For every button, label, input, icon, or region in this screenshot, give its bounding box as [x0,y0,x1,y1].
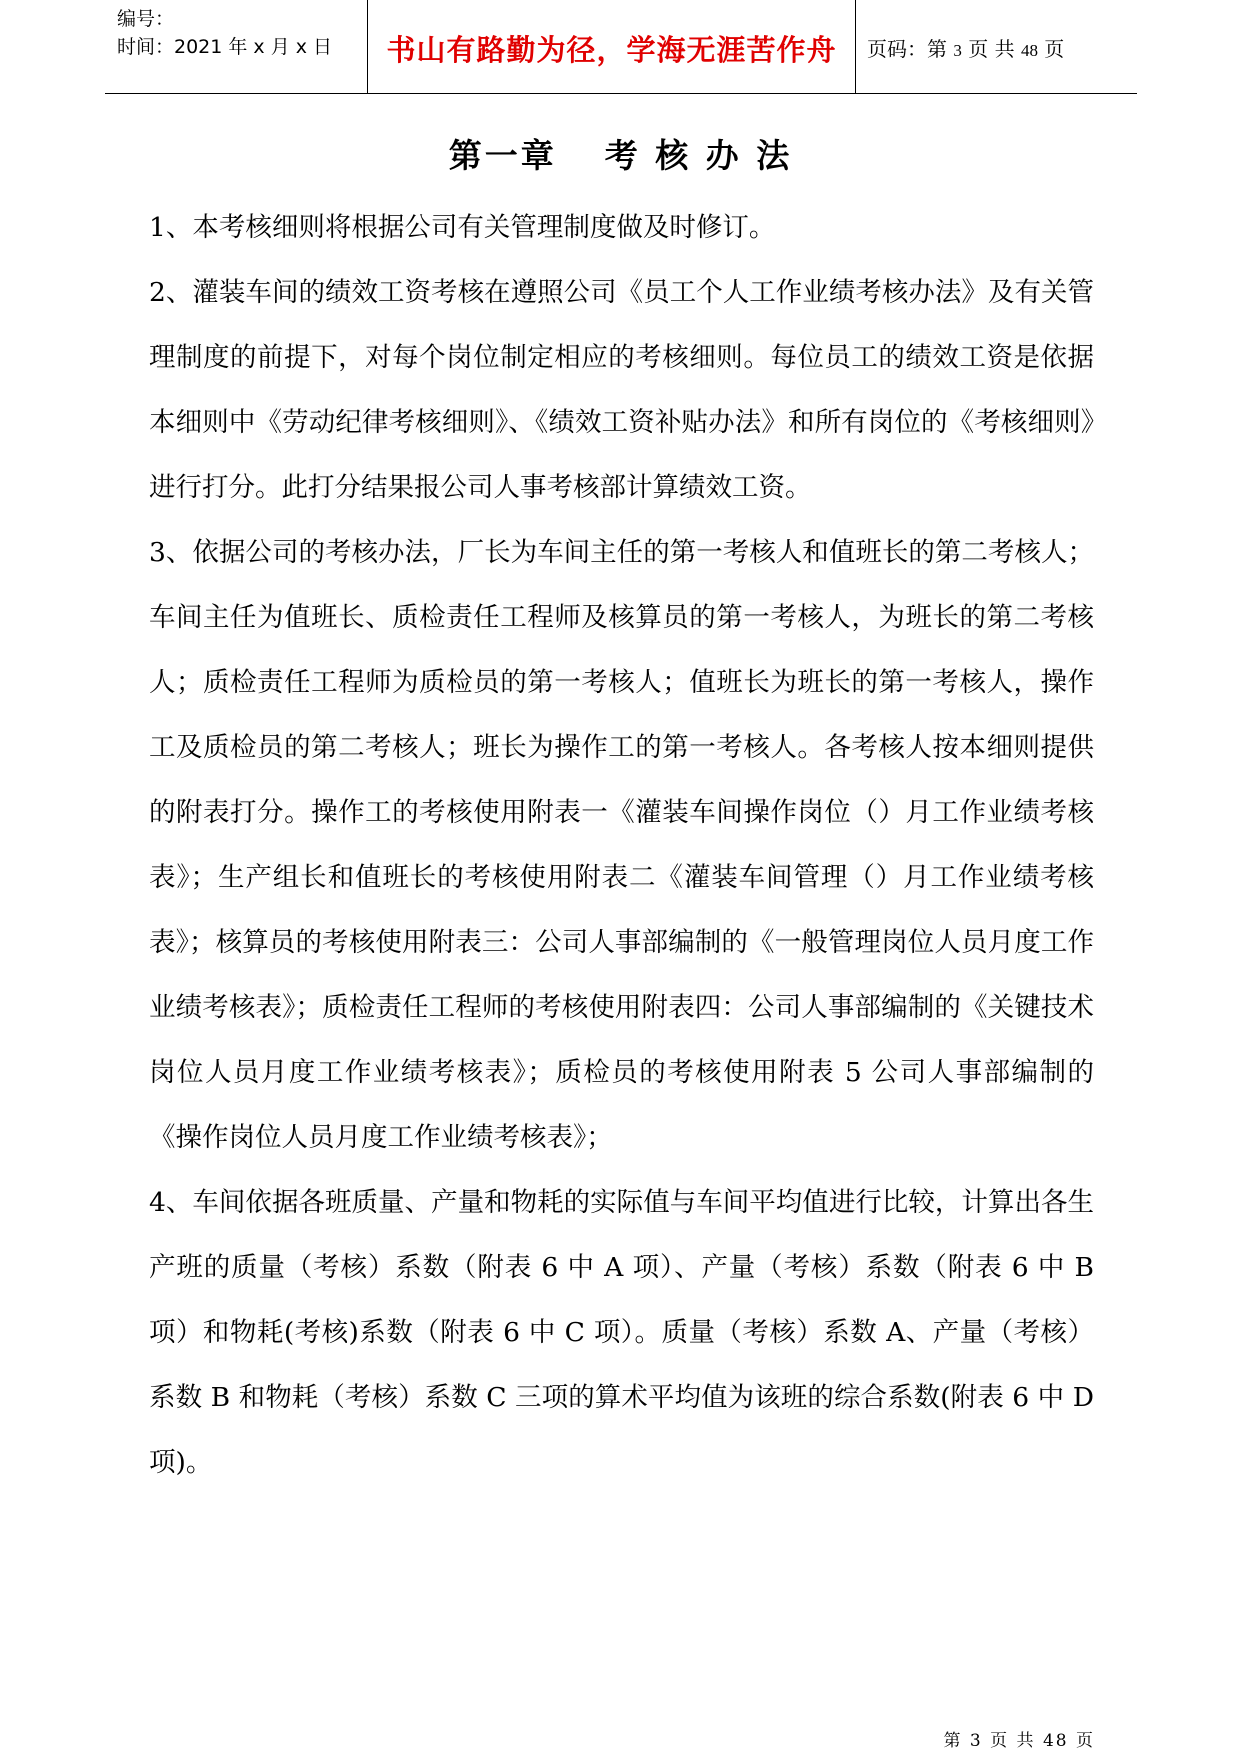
paragraph-1: 1、本考核细则将根据公司有关管理制度做及时修订。 [149,212,776,243]
header-motto: 书山有路勤为径，学海无涯苦作舟 [386,33,837,67]
page-prefix: 页码：第 [867,37,947,61]
page-footer: 第 3 页 共 48 页 [943,1731,1095,1751]
chapter-heading [0,130,1241,177]
header-meta [117,5,332,61]
page-header [105,0,1137,94]
chapter-title: 考 核 办 法 [604,136,793,175]
document-date: 时间：2021 年 x 月 x 日 [117,36,333,58]
page-suffix: 页 [1044,37,1065,61]
page-total: 48 [1020,41,1038,60]
chapter-number: 第一章 [448,136,557,175]
page-mid: 页 共 [968,37,1015,61]
document-number-label: 编号： [117,8,175,30]
paragraph-3: 3、依据公司的考核办法，厂长为车间主任的第一考核人和值班长的第二考核人；车间主任为值班长、质检责任工程师及核算员的第一考核人，为班长的第二考核人；质检责任工程师为质检员的第一考核人；值班长为班长的第一考核人，操作工及质检员的第二考核人；班长为操作工的第一考核人。各考核人按本细则提供的附表打分。操作工的考核使用附表一《灌装车间操作岗位（）月工作业绩考核表》；生产组长和值班长的考核使用附表二《灌装车间管理（）月工作业绩考核表》；核算员的考核使用附表三：公司人事部编制的《一般管理岗位人员月度工作业绩考核表》；质检责任工程师的考核使用附表四：公司人事部编制的《关键技术岗位人员月度工作业绩考核表》；质检员的考核使用附表 5 公司人事部编制的《操作岗位人员月度工作业绩考核表》； [149,537,1094,1153]
paragraph-4: 4、车间依据各班质量、产量和物耗的实际值与车间平均值进行比较，计算出各生产班的质量（考核）系数（附表 6 中 A 项）、产量（考核）系数（附表 6 中 B 项）和物耗(考核)系数（附表 6 中 C 项）。质量（考核）系数 A、产量（考核）系数 B 和物耗（考核）系数 C 三项的算术平均值为该班的综合系数(附表 6 中 D 项)。 [149,1187,1094,1478]
header-divider [855,0,856,93]
page-current: 3 [953,41,962,60]
document-body [149,195,1094,1495]
header-page-info [867,33,1064,62]
paragraph-2: 2、灌装车间的绩效工资考核在遵照公司《员工个人工作业绩考核办法》及有关管理制度的前提下，对每个岗位制定相应的考核细则。每位员工的绩效工资是依据本细则中《劳动纪律考核细则》、《绩效工资补贴办法》和所有岗位的《考核细则》进行打分。此打分结果报公司人事考核部计算绩效工资。 [149,277,1094,503]
